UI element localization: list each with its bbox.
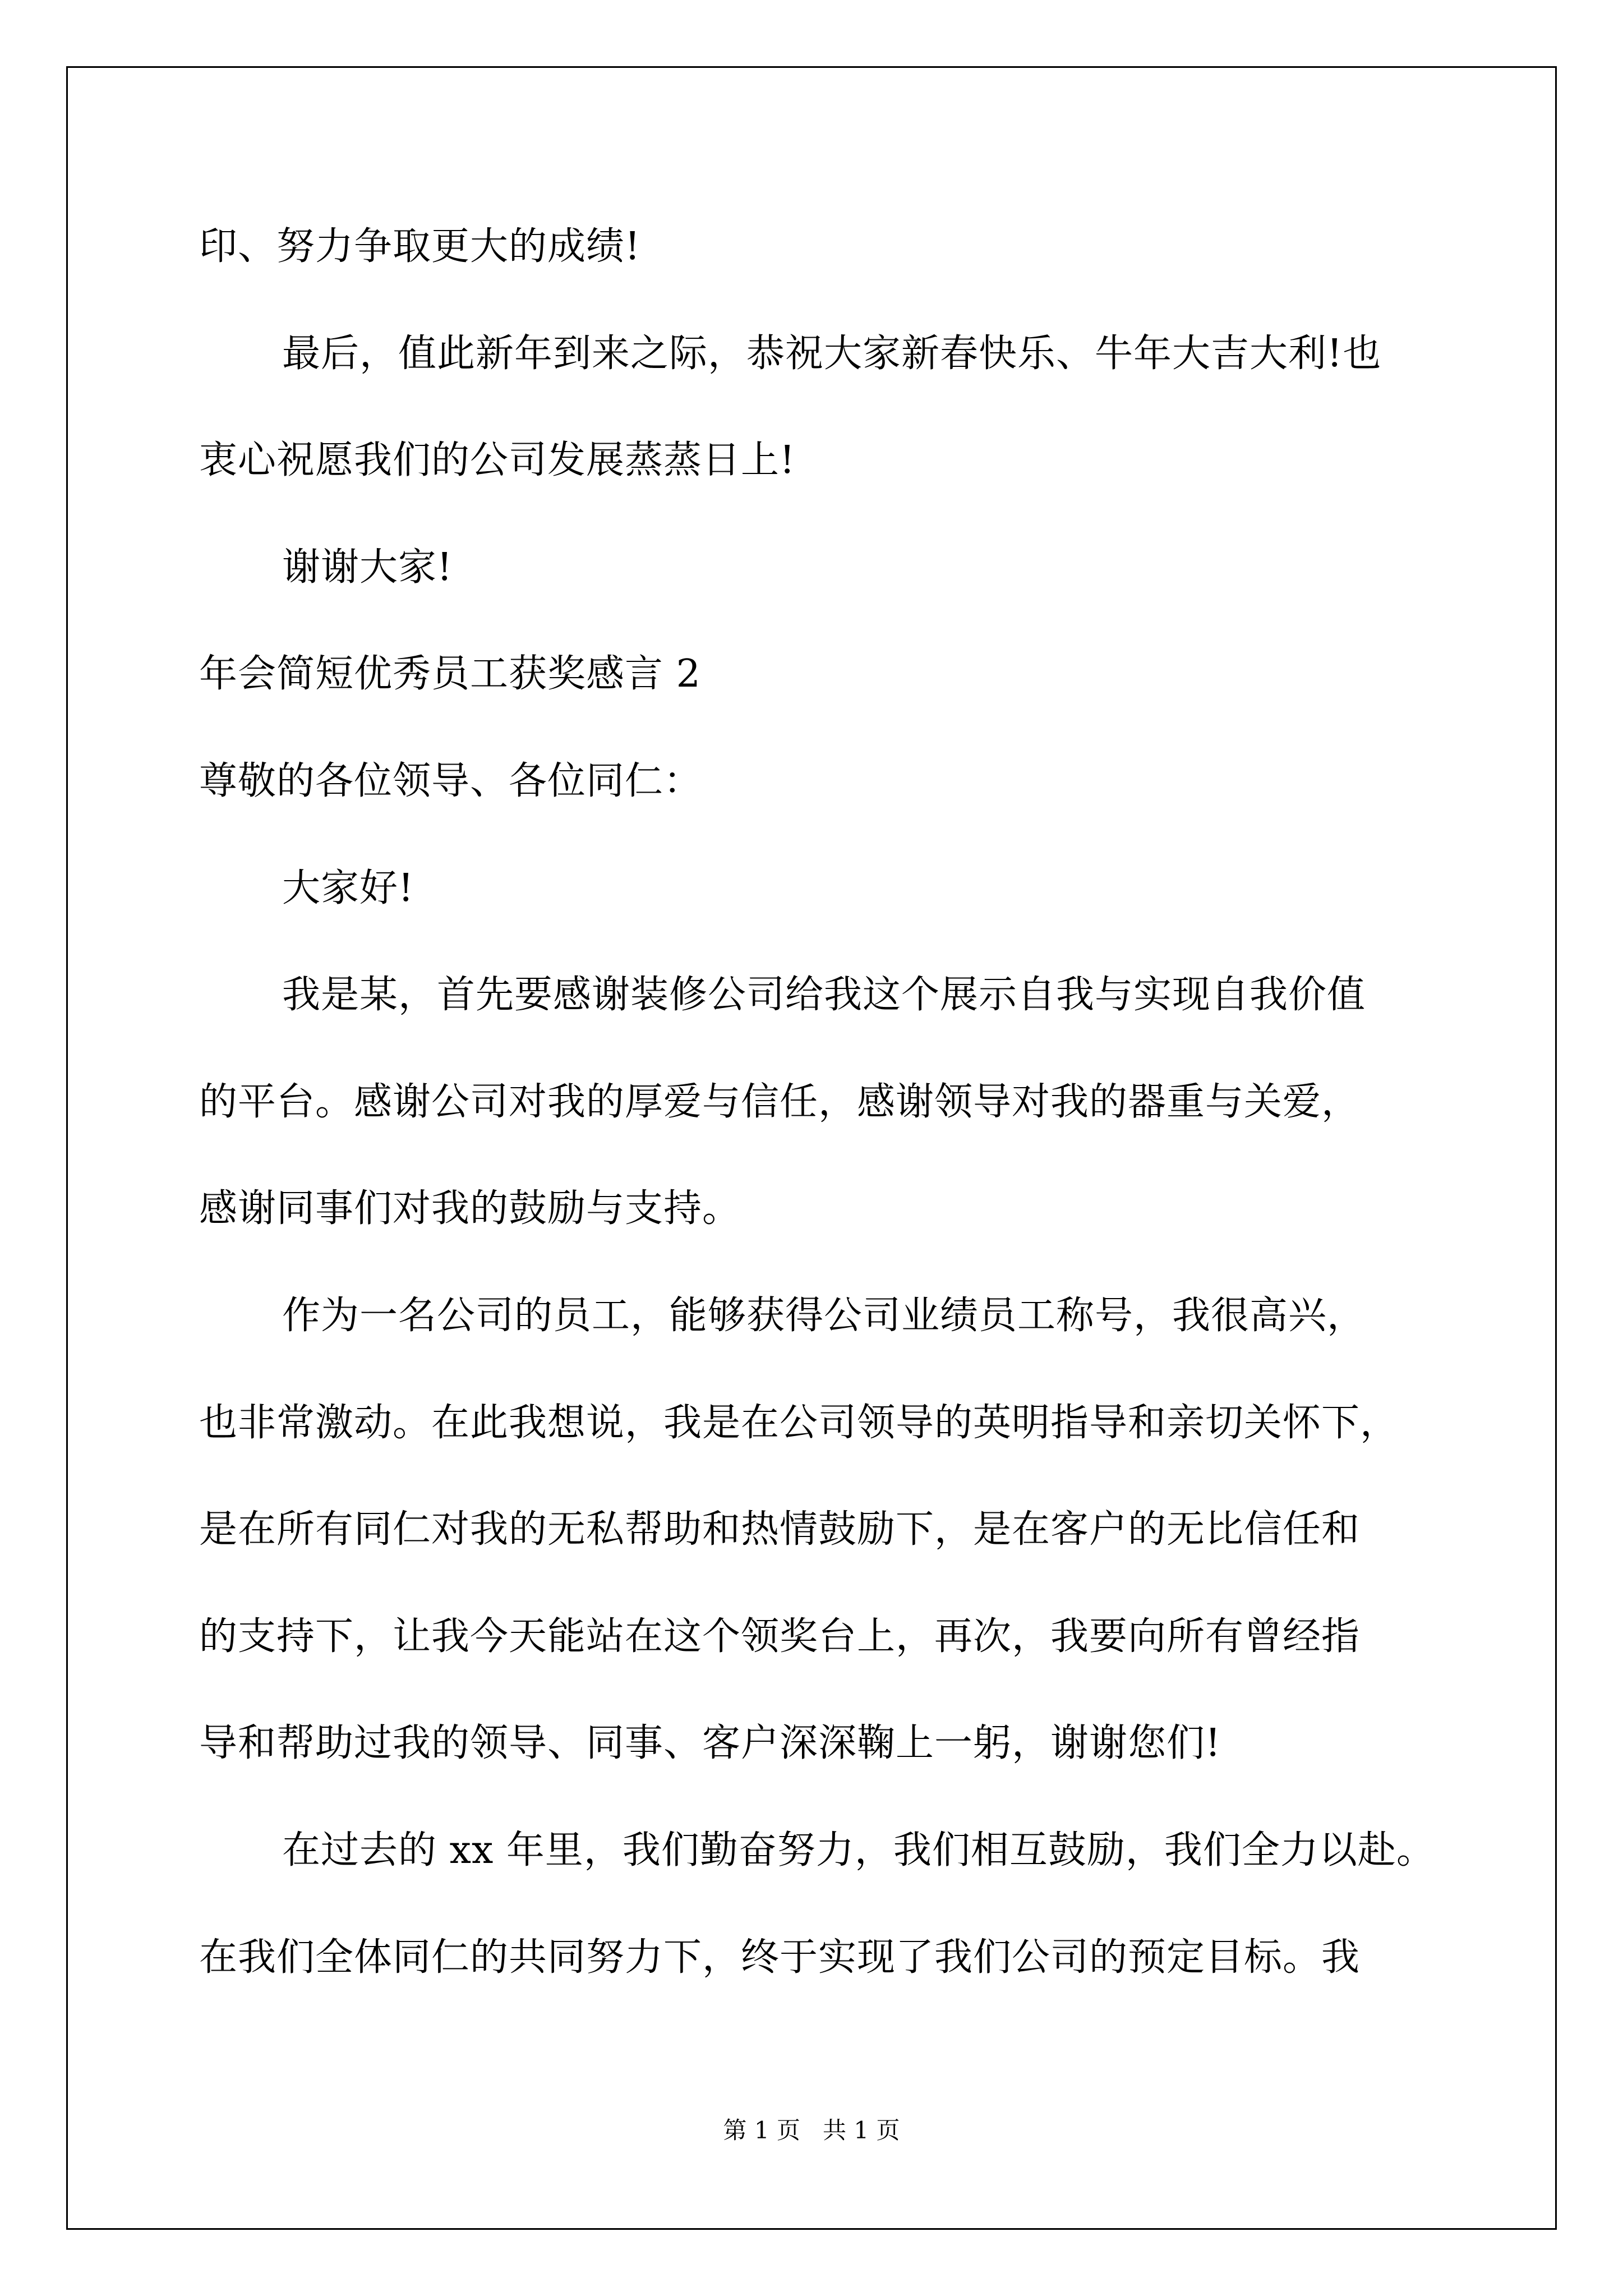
section-heading: 年会简短优秀员工获奖感言 2 [199, 652, 701, 697]
text-line: 谢谢大家! [282, 545, 453, 590]
page-number: 第 1 页 共 1 页 [723, 2116, 900, 2144]
text-line: 是在所有同仁对我的无私帮助和热情鼓励下，是在客户的无比信任和 [199, 1507, 1361, 1552]
text-line: 我是某，首先要感谢装修公司给我这个展示自我与实现自我价值 [282, 973, 1366, 1018]
text-line: 导和帮助过我的领导、同事、客户深深鞠上一躬，谢谢您们! [199, 1721, 1221, 1766]
text-line: 的平台。感谢公司对我的厚爱与信任，感谢领导对我的器重与关爱， [199, 1079, 1361, 1124]
text-line: 在过去的 xx 年里，我们勤奋努力，我们相互鼓励，我们全力以赴。 [282, 1828, 1435, 1872]
text-line: 的支持下，让我今天能站在这个领奖台上，再次，我要向所有曾经指 [199, 1614, 1361, 1659]
text-line: 作为一名公司的员工，能够获得公司业绩员工称号，我很高兴， [282, 1293, 1366, 1338]
text-line: 衷心祝愿我们的公司发展蒸蒸日上! [199, 438, 796, 483]
text-line: 印、努力争取更大的成绩! [199, 224, 641, 269]
text-line: 感谢同事们对我的鼓励与支持。 [199, 1186, 741, 1231]
document-body [199, 222, 1450, 2039]
salutation: 尊敬的各位领导、各位同仁： [199, 758, 703, 803]
greeting: 大家好! [282, 866, 414, 910]
text-line: 最后，值此新年到来之际，恭祝大家新春快乐、牛年大吉大利!也 [282, 331, 1382, 376]
text-line: 在我们全体同仁的共同努力下，终于实现了我们公司的预定目标。我 [199, 1935, 1361, 1980]
text-line: 也非常激动。在此我想说，我是在公司领导的英明指导和亲切关怀下， [199, 1400, 1399, 1445]
